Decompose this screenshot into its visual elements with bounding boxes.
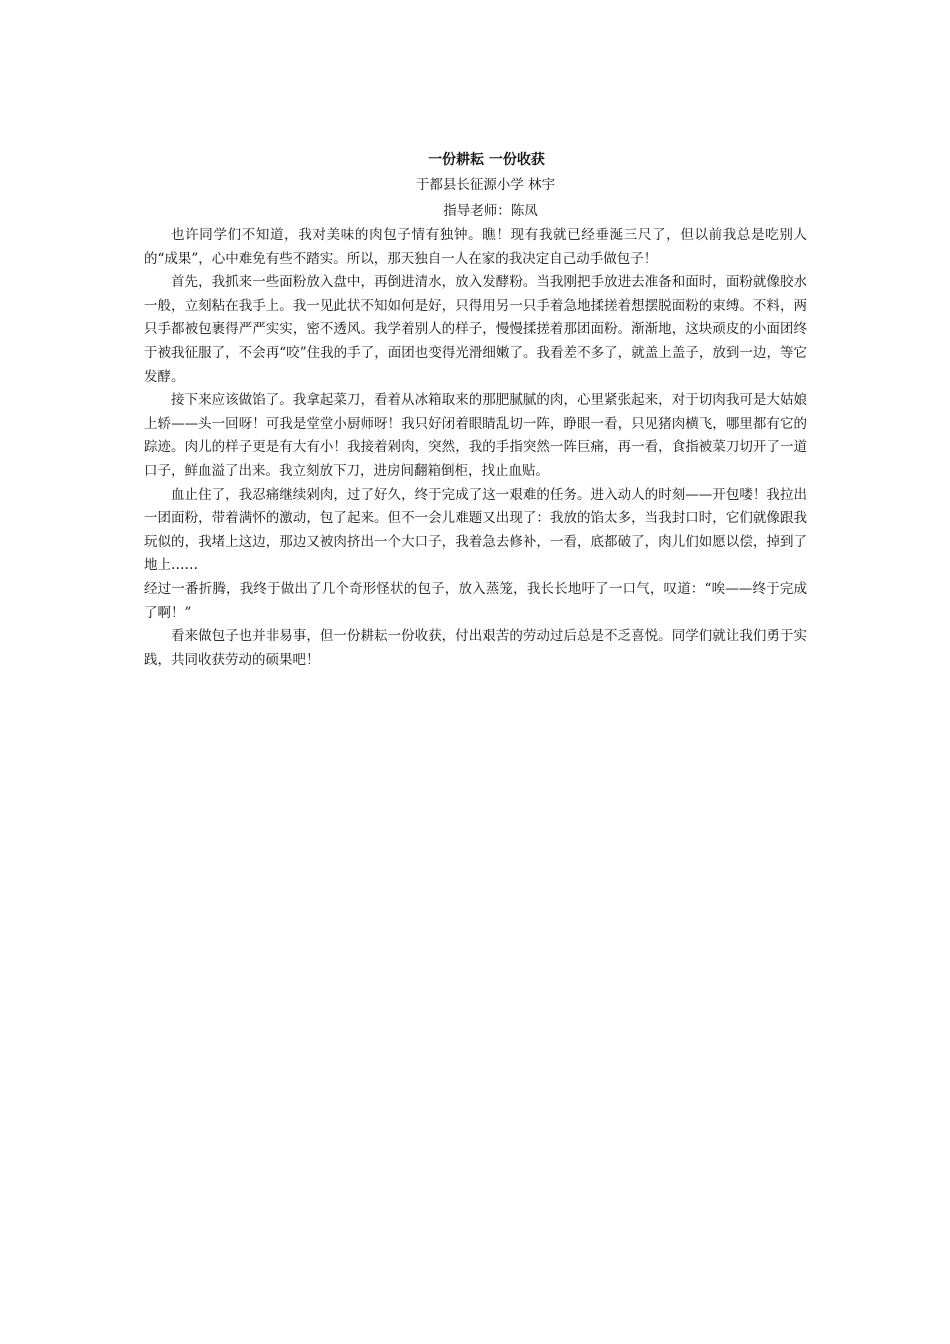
paragraph-3: 接下来应该做馅了。我拿起菜刀，看着从冰箱取来的那肥腻腻的肉，心里紧张起来，对于切肉我可是大姑娘上轿——头一回呀！可我是堂堂小厨师呀！我只好闭着眼睛乱切一阵，睁眼一看，只见猪肉横飞，哪里都有它的踪迹。肉儿的样子更是有大有小！我接着剁肉，突然，我的手指突然一阵巨痛，再一看，食指被菜刀切开了一道口子，鲜血溢了出来。我立刻放下刀，进房间翻箱倒柜，找止血贴。 [144,392,807,479]
paragraph-2: 首先，我抓来一些面粉放入盘中，再倒进清水，放入发酵粉。当我刚把手放进去准备和面时，面粉就像胶水一般，立刻粘在我手上。我一见此状不知如何是好，只得用另一只手着急地揉搓着想摆脱面粉的束缚。不料，两只手都被包裹得严严实实，密不透风。我学着别人的样子，慢慢揉搓着那团面粉。渐渐地，这块顽皮的小面团终于被我征服了，不会再“咬”住我的手了，面团也变得光滑细嫩了。我看差不多了，就盖上盖子，放到一边，等它发酵。 [144,274,807,385]
paragraph-5: 经过一番折腾，我终于做出了几个奇形怪状的包子，放入蒸笼，我长长地吁了一口气，叹道：“唉——终于完成了啊！” [144,580,807,621]
paragraph-1: 也许同学们不知道，我对美味的肉包子情有独钟。瞧！现有我就已经垂涎三尺了，但以前我总是吃别人的“成果”，心中难免有些不踏实。所以，那天独自一人在家的我决定自己动手做包子！ [144,227,807,267]
teacher-line: 指导老师：陈凤 [443,203,538,219]
school-author-line: 于都县长征源小学 林宇 [415,177,556,193]
essay-title: 一份耕耘 一份收获 [428,152,545,168]
paragraph-4: 血止住了，我忍痛继续剁肉，过了好久，终于完成了这一艰难的任务。进入动人的时刻——开包喽！我拉出一团面粉，带着满怀的激动，包了起来。但不一会儿难题又出现了：我放的馅太多，当我封口时，它们就像跟我玩似的，我堵上这边，那边又被肉挤出一个大口子，我着急去修补，一看，底都破了，肉儿们如愿以偿，掉到了地上…… [144,486,807,574]
paragraph-6: 看来做包子也并非易事，但一份耕耘一份收获，付出艰苦的劳动过后总是不乏喜悦。同学们就让我们勇于实践，共同收获劳动的硕果吧！ [144,628,807,668]
document-page [144,148,807,672]
